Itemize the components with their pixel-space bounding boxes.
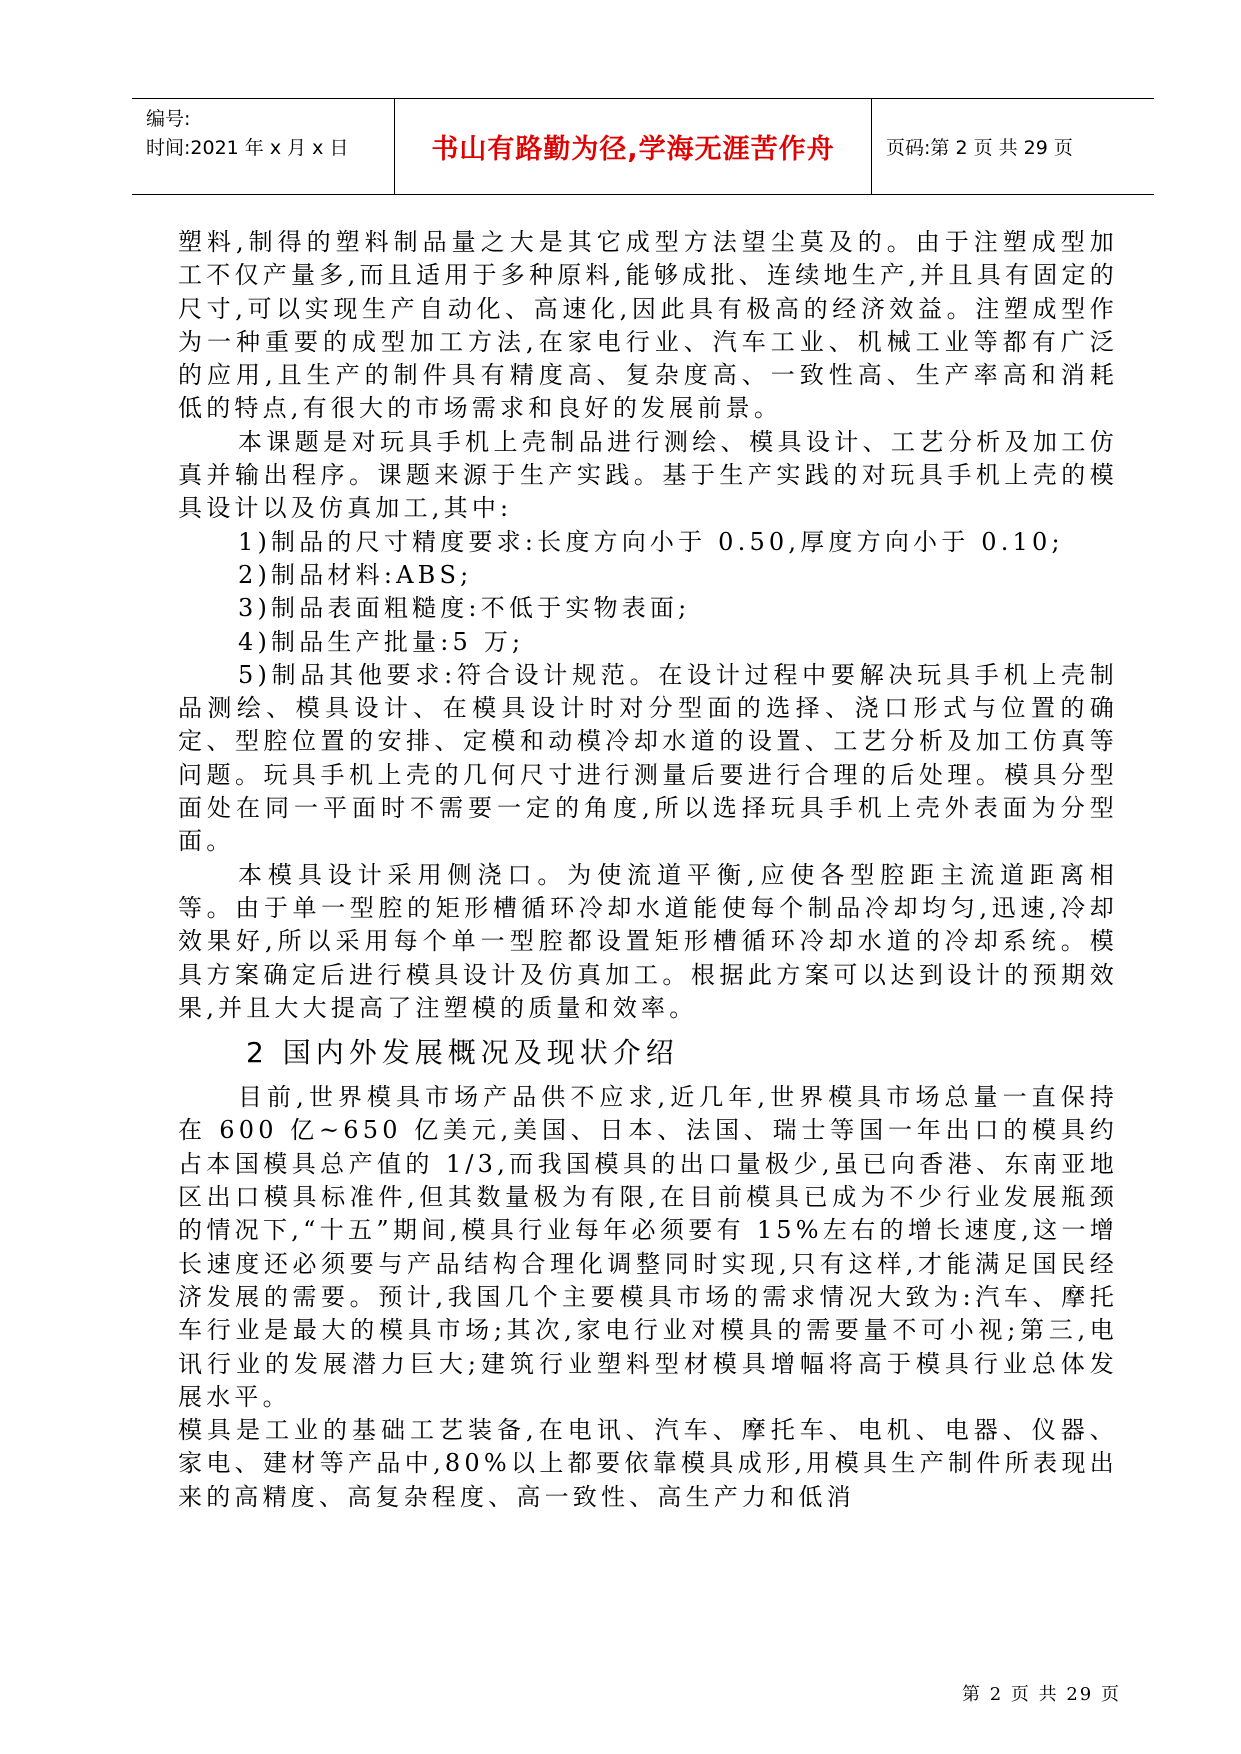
paragraph: 目前,世界模具市场产品供不应求,近几年,世界模具市场总量一直保持在 600 亿~650 亿美元,美国、日本、法国、瑞士等国一年出口的模具约占本国模具总产值的 1/3,而我国模具的出口量极少,虽已向香港、东南亚地区出口模具标准件,但其数量极为有限,在目前模具已成为不少行业发展瓶颈的情况下,“十五”期间,模具行业每年必须要有 15%左右的增长速度,这一增长速度还必须要与产品结构合理化调整同时实现,只有这样,才能满足国民经济发展的需要。预计,我国几个主要模具市场的需求情况大致为:汽车、摩托车行业是最大的模具市场;其次,家电行业对模具的需要量不可小视;第三,电讯行业的发展潜力巨大;建筑行业塑料型材模具增幅将高于模具行业总体发展水平。	[178, 1083, 1118, 1411]
header-table	[132, 98, 1154, 195]
list-item: 1)制品的尺寸精度要求:长度方向小于 0.50,厚度方向小于 0.10;	[238, 527, 1064, 556]
document-body	[178, 226, 1118, 1514]
paragraph: 模具是工业的基础工艺装备,在电讯、汽车、摩托车、电机、电器、仪器、家电、建材等产品中,80%以上都要依靠模具成形,用模具生产制件所表现出来的高精度、高复杂程度、高一致性、高生产力和低消	[178, 1416, 1118, 1511]
header-center-cell	[395, 99, 871, 194]
paragraph: 本课题是对玩具手机上壳制品进行测绘、模具设计、工艺分析及加工仿真并输出程序。课题来源于生产实践。基于生产实践的对玩具手机上壳的模具设计以及仿真加工,其中:	[178, 427, 1118, 523]
document-number-label: 编号:	[146, 108, 191, 130]
section-heading: 2 国内外发展概况及现状介绍	[246, 1036, 679, 1070]
header-right-cell	[872, 99, 1154, 194]
header-left-cell	[132, 99, 394, 194]
list-item: 2)制品材料:ABS;	[238, 560, 473, 589]
header-motto: 书山有路勤为径,学海无涯苦作舟	[431, 134, 835, 165]
list-item: 5)制品其他要求:符合设计规范。在设计过程中要解决玩具手机上壳制品测绘、模具设计、在模具设计时对分型面的选择、浇口形式与位置的确定、型腔位置的安排、定模和动模冷却水道的设置、工艺分析及加工仿真等问题。玩具手机上壳的几何尺寸进行测量后要进行合理的后处理。模具分型面处在同一平面时不需要一定的角度,所以选择玩具手机上壳外表面为分型面。	[178, 660, 1118, 856]
page-footer: 第 2 页 共 29 页	[962, 1684, 1121, 1705]
paragraph: 本模具设计采用侧浇口。为使流道平衡,应使各型腔距主流道距离相等。由于单一型腔的矩形槽循环冷却水道能使每个制品冷却均匀,迅速,冷却效果好,所以采用每个单一型腔都设置矩形槽循环冷却水道的冷却系统。模具方案确定后进行模具设计及仿真加工。根据此方案可以达到设计的预期效果,并且大大提高了注塑模的质量和效率。	[178, 860, 1118, 1022]
list-item: 4)制品生产批量:5 万;	[238, 627, 525, 656]
paragraph: 塑料,制得的塑料制品量之大是其它成型方法望尘莫及的。由于注塑成型加工不仅产量多,而且适用于多种原料,能够成批、连续地生产,并且具有固定的尺寸,可以实现生产自动化、高速化,因此具有极高的经济效益。注塑成型作为一种重要的成型加工方法,在家电行业、汽车工业、机械工业等都有广泛的应用,且生产的制件具有精度高、复杂度高、一致性高、生产率高和消耗低的特点,有很大的市场需求和良好的发展前景。	[178, 228, 1118, 423]
document-time-label: 时间:2021 年 x 月 x 日	[146, 137, 349, 159]
header-page-label: 页码:第 2 页 共 29 页	[886, 137, 1073, 159]
list-item: 3)制品表面粗糙度:不低于实物表面;	[238, 594, 691, 623]
